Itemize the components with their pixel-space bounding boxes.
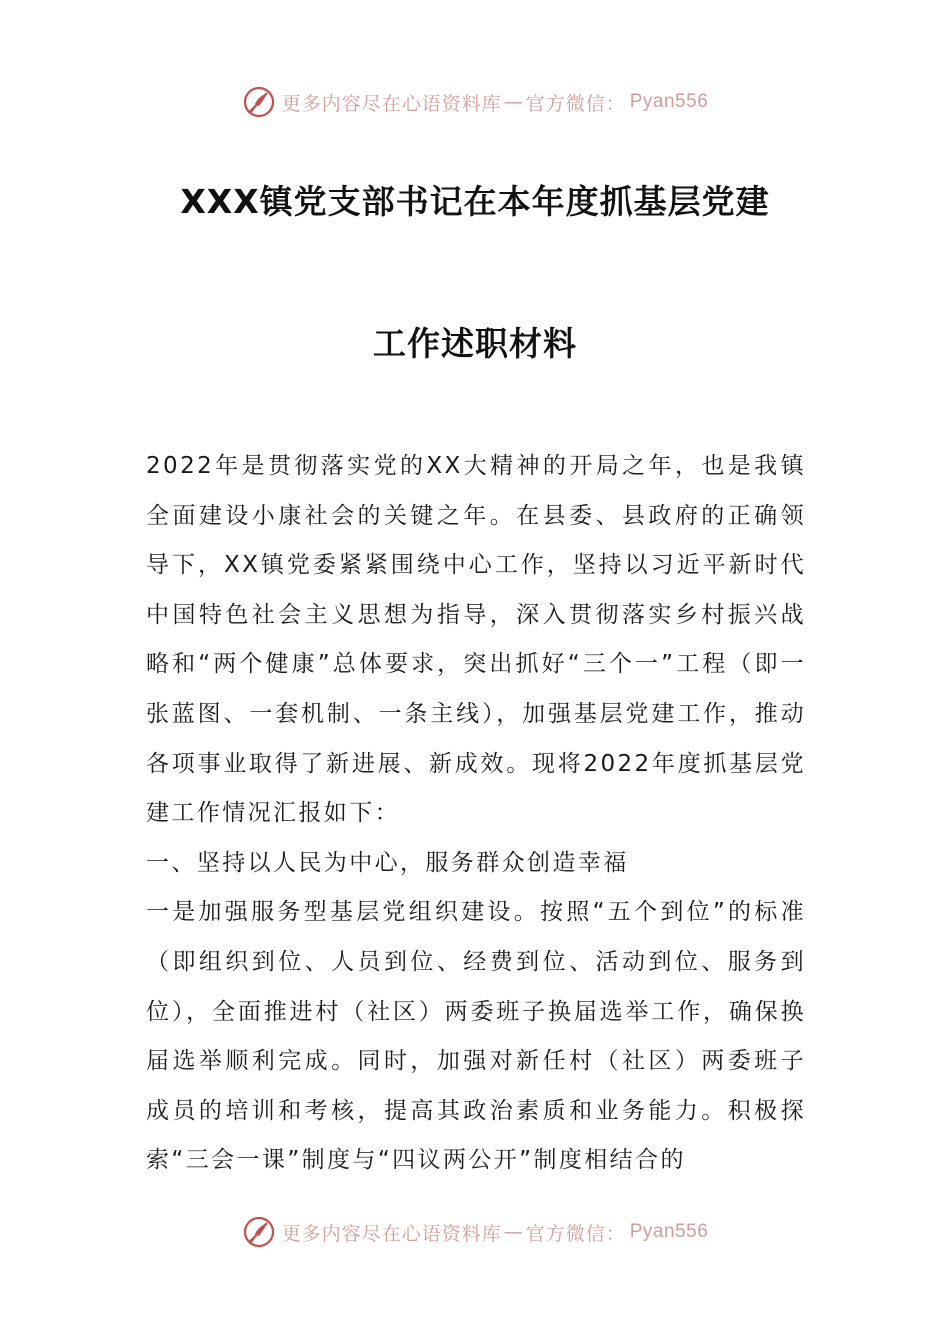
document-title-line2: 工作述职材料 bbox=[373, 324, 577, 363]
document-title-line1: XXX镇党支部书记在本年度抓基层党建 bbox=[180, 182, 770, 221]
watermark-text: 更多内容尽在心语资料库 bbox=[281, 1222, 502, 1245]
document-body bbox=[146, 442, 806, 1186]
header-watermark bbox=[0, 82, 950, 122]
watermark-separator: — bbox=[503, 1221, 524, 1243]
paragraph-intro: 2022年是贯彻落实党的XX大精神的开局之年，也是我镇全面建设小康社会的关键之年。在县委、县政府的正确领导下，XX镇党委紧紧围绕中心工作，坚持以习近平新时代中国特色社会主义思想为指导，深入贯彻落实乡村振兴战略和“两个健康”总体要求，突出抓好“三个一”工程（即一张蓝图、一套机制、一条主线），加强基层党建工作，推动各项事业取得了新进展、新成效。现将2022年度抓基层党建工作情况汇报如下： bbox=[146, 453, 806, 827]
watermark-official-label: 官方微信： bbox=[525, 1222, 626, 1245]
watermark-wechat-id: Pyan556 bbox=[629, 1221, 709, 1242]
watermark-text: 更多内容尽在心语资料库 bbox=[281, 92, 502, 115]
watermark-official-label: 官方微信： bbox=[525, 92, 626, 115]
quill-logo-icon bbox=[242, 85, 276, 119]
watermark-wechat-id: Pyan556 bbox=[629, 91, 709, 112]
watermark-separator: — bbox=[503, 91, 524, 113]
section-heading: 一、坚持以人民为中心，服务群众创造幸福 bbox=[146, 849, 629, 876]
paragraph-point-one: 一是加强服务型基层党组织建设。按照“五个到位”的标准（即组织到位、人员到位、经费到位、活动到位、服务到位），全面推进村（社区）两委班子换届选举工作，确保换届选举顺利完成。同时，加强对新任村（社区）两委班子成员的培训和考核，提高其政治素质和业务能力。积极探索“三会一课”制度与“四议两公开”制度相结合的 bbox=[146, 899, 806, 1174]
footer-watermark bbox=[0, 1212, 950, 1252]
quill-logo-icon bbox=[242, 1215, 276, 1249]
